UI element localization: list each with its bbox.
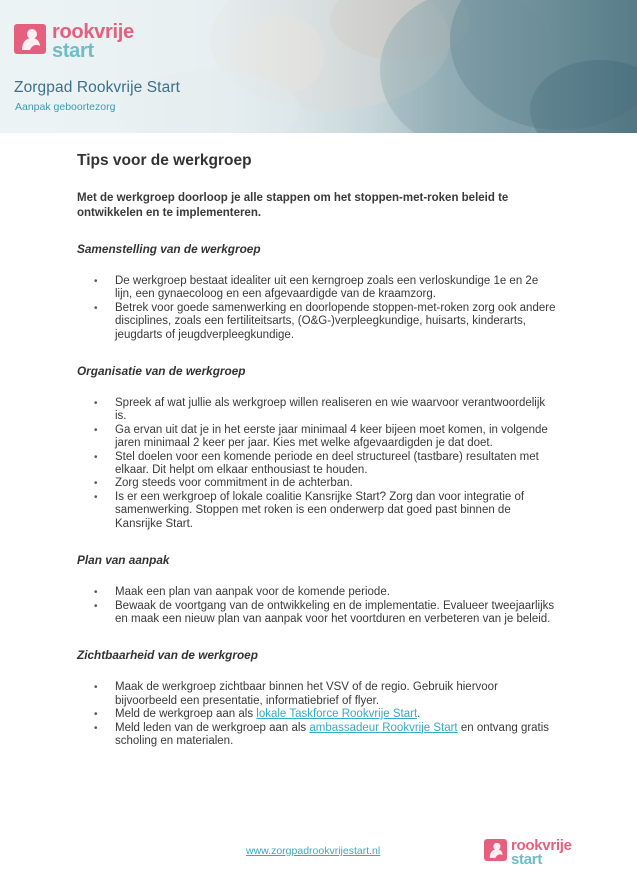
section-heading: Plan van aanpak — [77, 553, 170, 568]
section-heading: Zichtbaarheid van de werkgroep — [77, 648, 258, 663]
list-item-text: Meld de werkgroep aan als — [115, 708, 257, 721]
bullet-list — [77, 397, 557, 531]
header-subtitle: Aanpak geboortezorg — [15, 101, 116, 113]
list-item-ambassadeur — [94, 722, 557, 749]
ambassadeur-link[interactable]: ambassadeur Rookvrije Start — [309, 721, 458, 734]
header-banner — [0, 0, 637, 133]
list-item: • Zorg steeds voor commitment in de achterban. — [94, 477, 557, 490]
rookvrije-start-logo-icon — [484, 839, 507, 861]
footer-website-link[interactable]: www.zorgpadrookvrijestart.nl — [246, 845, 381, 857]
header-logo — [14, 21, 134, 66]
list-item: • Spreek af wat jullie als werkgroep willen realiseren en wie waarvoor verantwoordelijk is. — [94, 397, 557, 424]
list-item-text: . — [417, 708, 421, 721]
header-title: Zorgpad Rookvrije Start — [14, 79, 180, 96]
list-item: • De werkgroep bestaat idealiter uit een kerngroep zoals een verloskundige 1e en 2e lijn, een gynaecoloog en een afgevaardigde van de kraamzorg. — [94, 275, 557, 302]
logo-word-start: start — [52, 40, 94, 62]
document-title: Tips voor de werkgroep — [77, 152, 252, 169]
list-item: • Stel doelen voor een komende periode en deel structureel (tastbare) resultaten met elkaar. Dit helpt om elkaar enthousiast te houden. — [94, 451, 557, 478]
footer-logo — [484, 839, 572, 866]
list-item-text: en ontvang gratis scholing en materialen. — [115, 721, 550, 747]
list-item: • Maak een plan van aanpak voor de komende periode. — [94, 586, 557, 599]
rookvrije-start-logo-icon — [14, 24, 46, 54]
list-item: • Betrek voor goede samenwerking en doorlopende stoppen-met-roken zorg ook andere disciplines, zoals een fertiliteitsarts, (O&G-)verpleegkundige, huisarts, kinderarts, jeugdarts of jeugdverpleegkundige. — [94, 302, 557, 342]
document-intro: Met de werkgroep doorloop je alle stappen om het stoppen-met-roken beleid te ontwikkelen en te implementeren. — [77, 192, 509, 219]
list-item: • Ga ervan uit dat je in het eerste jaar minimaal 4 keer bijeen moet komen, in volgende jaren minimaal 2 keer per jaar. Kies met welke afgevaardigden je dat doet. — [94, 424, 557, 451]
bullet-list — [77, 275, 557, 342]
bullet-list — [77, 681, 557, 748]
list-item: • Is er een werkgroep of lokale coalitie Kansrijke Start? Zorg dan voor integratie of samenwerking. Stoppen met roken is een onderwerp dat goed past binnen de Kansrijke Start. — [94, 491, 557, 531]
section-zichtbaarheid — [77, 648, 557, 748]
header-photo — [0, 0, 637, 133]
section-organisatie — [77, 364, 557, 531]
section-heading: Samenstelling van de werkgroep — [77, 242, 261, 256]
list-item: • Bewaak de voortgang van de ontwikkeling en de implementatie. Evalueer tweejaarlijks en maak een nieuw plan van aanpak voor het voortduren en verbeteren van je beleid. — [94, 600, 557, 627]
bullet-list — [77, 586, 557, 626]
document-body — [77, 152, 557, 770]
logo-word-start: start — [511, 851, 543, 868]
list-item: • Maak de werkgroep zichtbaar binnen het VSV of de regio. Gebruik hiervoor bijvoorbeeld een presentatie, informatiebrief of flyer. — [94, 681, 557, 708]
logo-word-rookvrije: rookvrije — [511, 837, 572, 854]
logo-word-rookvrije: rookvrije — [52, 21, 134, 43]
taskforce-link[interactable]: lokale Taskforce Rookvrije Start — [256, 708, 418, 721]
list-item-text: Meld leden van de werkgroep aan als — [115, 721, 310, 734]
section-heading: Organisatie van de werkgroep — [77, 364, 246, 379]
list-item-taskforce — [94, 708, 557, 721]
section-plan-van-aanpak — [77, 553, 557, 626]
section-samenstelling — [77, 242, 557, 342]
